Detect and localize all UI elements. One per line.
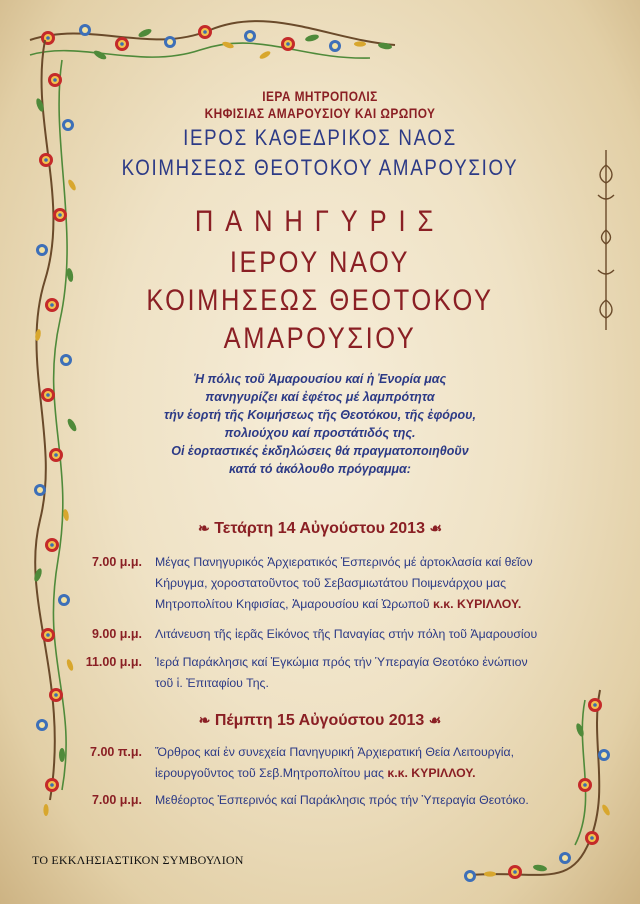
church-council-signature: ΤΟ ΕΚΚΛΗΣΙΑΣΤΙΚΟΝ ΣΥΜΒΟΥΛΙΟΝ <box>32 853 244 867</box>
intro-line: πολιούχου καί προστάτιδός της. <box>224 426 416 440</box>
cathedral-name-line: ΙΕΡΟΣ ΚΑΘΕΔΡΙΚΟΣ ΝΑΟΣ <box>183 125 457 150</box>
metropolitan-name: κ.κ. ΚΥΡΙΛΛΟΥ. <box>433 597 522 611</box>
intro-line: τήν ἑορτή τῆς Κοιμήσεως τῆς Θεοτόκου, τῆς ἐφόρου, <box>163 408 476 422</box>
event-line-text: ἱερουργοῦντος τοῦ Σεβ.Μητροπολίτου μας <box>155 766 384 780</box>
day-heading-thursday <box>0 712 640 730</box>
metropolis-line: ΙΕΡΑ ΜΗΤΡΟΠΟΛΙΣ <box>262 88 378 104</box>
event-time: 7.00 μ.μ. <box>91 793 142 807</box>
metropolis-region-line: ΚΗΦΙΣΙΑΣ ΑΜΑΡΟΥΣΙΟΥ ΚΑΙ ΩΡΩΠΟΥ <box>204 105 436 121</box>
top-floral-band <box>30 21 395 61</box>
title-line-3: ΚΟΙΜΗΣΕΩΣ ΘΕΟΤΟΚΟΥ <box>146 284 494 317</box>
event-time: 9.00 μ.μ. <box>91 627 142 641</box>
day-heading-text: Τετάρτη 14 Αὐγούστου 2013 <box>214 520 425 537</box>
event-time: 11.00 μ.μ. <box>85 655 142 669</box>
cathedral-dedication-line: ΚΟΙΜΗΣΕΩΣ ΘΕΟΤΟΚΟΥ ΑΜΑΡΟΥΣΙΟΥ <box>121 155 519 180</box>
event-line: Λιτάνευση τῆς ἱερᾶς Εἰκόνος τῆς Παναγίας στήν πόλη τοῦ Ἀμαρουσίου <box>155 627 538 641</box>
event-time: 7.00 π.μ. <box>90 745 142 759</box>
event-line: Κήρυγμα, χοροστατοῦντος τοῦ Σεβασμιωτάτου Ποιμενάρχου μας <box>155 576 507 590</box>
event-line: Ὄρθρος καί ἐν συνεχεία Πανηγυρική Ἀρχιερατική Θεία Λειτουργία, <box>155 745 515 759</box>
ornament-right-icon: ☙ <box>428 712 442 728</box>
event-line-text: Μητροπολίτου Κηφισίας, Ἀμαρουσίου καί Ὠρωποῦ <box>155 597 430 611</box>
right-filigree-ornament <box>598 150 614 330</box>
event-time: 7.00 μ.μ. <box>91 555 142 569</box>
title-line-2: ΙΕΡΟΥ ΝΑΟΥ <box>229 246 411 279</box>
event-description <box>155 790 575 811</box>
intro-line: Ἡ πόλις τοῦ Ἀμαρουσίου καί ἡ Ἐνορία μας <box>193 372 447 386</box>
day-heading-wednesday <box>0 520 640 538</box>
ornament-left-icon: ❧ <box>198 712 211 728</box>
event-description <box>155 552 575 615</box>
event-line: Μέγας Πανηγυρικός Ἀρχιερατικός Ἑσπερινός μέ ἀρτοκλασία καί θεῖον <box>155 555 533 569</box>
day-heading-text: Πέμπτη 15 Αὐγούστου 2013 <box>214 712 425 729</box>
event-line <box>155 594 575 615</box>
ornament-left-icon: ❧ <box>198 520 210 536</box>
ornament-right-icon: ☙ <box>429 520 442 536</box>
intro-line: Οἱ ἑορταστικές ἐκδηλώσεις θά πραγματοποιηθοῦν <box>171 444 469 458</box>
event-line <box>155 763 575 784</box>
intro-line: κατά τό ἀκόλουθο πρόγραμμα: <box>229 462 411 476</box>
event-description <box>155 652 575 694</box>
event-line: τοῦ ἱ. Ἐπιταφίου Της. <box>155 676 269 690</box>
metropolitan-name: κ.κ. ΚΥΡΙΛΛΟΥ. <box>387 766 476 780</box>
intro-line: πανηγυρίζει καί ἐφέτος μέ λαμπρότητα <box>205 390 435 404</box>
event-line: Ἱερά Παράκλησις καί Ἐγκώμια πρός τήν Ὑπεραγία Θεοτόκο ἐνώπιον <box>155 655 528 669</box>
event-description <box>155 742 575 784</box>
title-line-4: ΑΜΑΡΟΥΣΙΟΥ <box>223 322 417 355</box>
event-description <box>155 624 575 645</box>
event-line: Μεθέορτος Ἑσπερινός καί Παράκλησις πρός τήν Ὑπεραγία Θεοτόκο. <box>155 793 529 807</box>
title-panegyris: ΠΑΝΗΓΥΡΙΣ <box>194 205 446 238</box>
